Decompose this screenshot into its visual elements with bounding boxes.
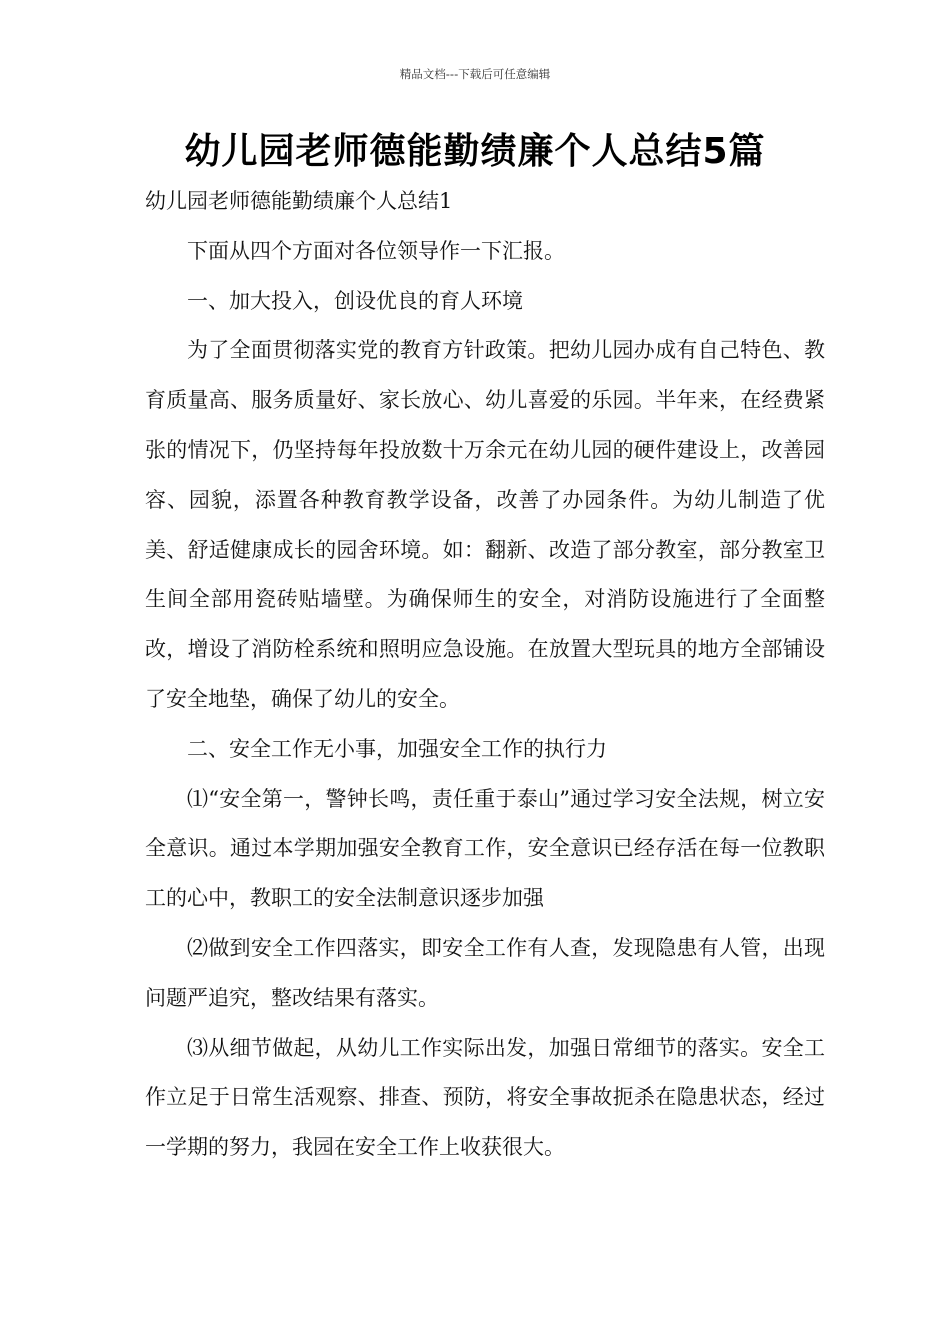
body-paragraph: ⑴“安全第一，警钟长鸣，责任重于泰山”通过学习安全法规，树立安全意识。通过本学期加强安全教育工作，安全意识已经存活在每一位教职工的心中，教职工的安全法制意识逐步加强: [145, 786, 825, 911]
section-heading: 一、加大投入，创设优良的育人环境: [187, 288, 523, 313]
body-paragraph: ⑶从细节做起，从幼儿工作实际出发，加强日常细节的落实。安全工作立足于日常生活观察、排查、预防，将安全事故扼杀在隐患状态，经过一学期的努力，我园在安全工作上收获很大。: [145, 1035, 825, 1160]
body-paragraph: 为了全面贯彻落实党的教育方针政策。把幼儿园办成有自己特色、教育质量高、服务质量好、家长放心、幼儿喜爱的乐园。半年来，在经费紧张的情况下，仍坚持每年投放数十万余元在幼儿园的硬件建设上，改善园容、园貌，添置各种教育教学设备，改善了办园条件。为幼儿制造了优美、舒适健康成长的园舍环境。如：翻新、改造了部分教室，部分教室卫生间全部用瓷砖贴墙壁。为确保师生的安全，对消防设施进行了全面整改，增设了消防栓系统和照明应急设施。在放置大型玩具的地方全部铺设了安全地垫，确保了幼儿的安全。: [145, 338, 825, 711]
subtitle-paragraph: 幼儿园老师德能勤绩廉个人总结1: [145, 189, 453, 213]
document-title: 幼儿园老师德能勤绩廉个人总结5篇: [184, 131, 766, 172]
document-body: [145, 177, 825, 1173]
section-heading: 二、安全工作无小事，加强安全工作的执行力: [187, 736, 607, 761]
body-paragraph: ⑵做到安全工作四落实，即安全工作有人查，发现隐患有人管，出现问题严追究，整改结果有落实。: [145, 935, 825, 1010]
header-note: 精品文档---下载后可任意编辑: [399, 67, 551, 81]
body-paragraph: 下面从四个方面对各位领导作一下汇报。: [187, 238, 565, 263]
